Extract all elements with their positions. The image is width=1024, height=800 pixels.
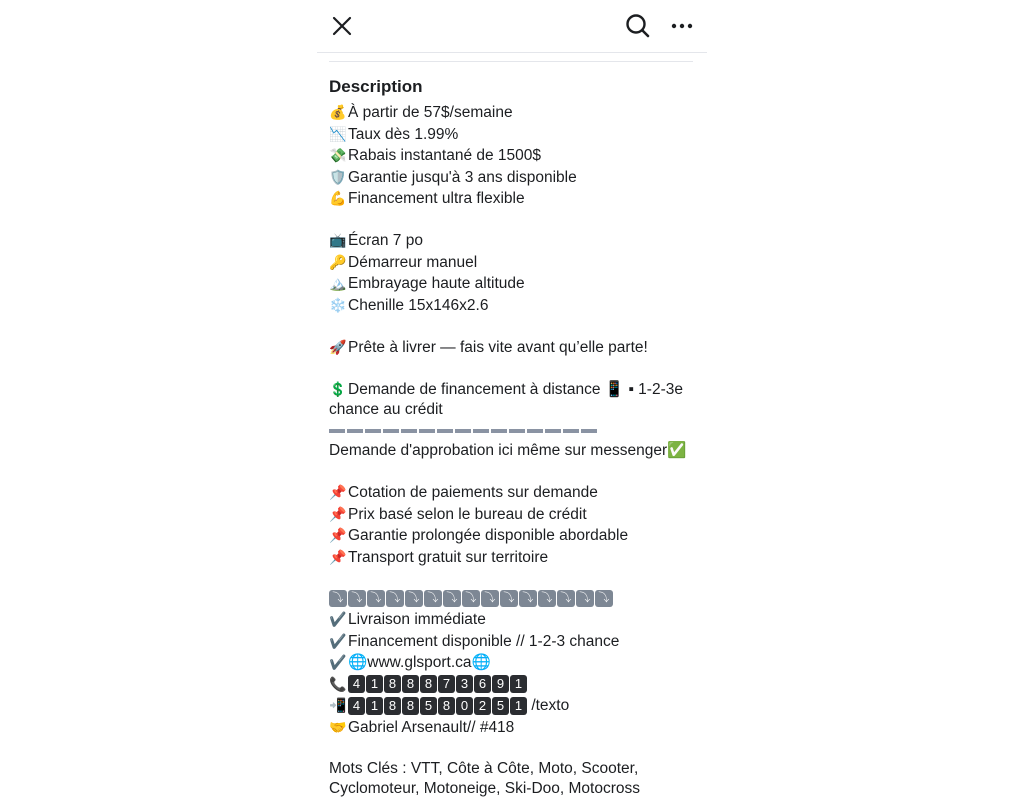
check-line (329, 631, 699, 653)
line-text: Cotation de paiements sur demande (348, 484, 598, 501)
close-icon[interactable] (331, 15, 353, 37)
finance-line (329, 379, 699, 401)
keycap-digit: 5 (420, 697, 437, 715)
keycap-digit: 4 (348, 697, 365, 715)
phone-icon: 📞 (329, 675, 347, 692)
contact-text: Gabriel Arsenault// #418 (348, 718, 515, 736)
arrow-down-icon: ⤵ (424, 590, 442, 607)
arrow-down-icon: ⤵ (519, 590, 537, 607)
arrow-down-icon: ⤵ (462, 590, 480, 607)
emoji-icon: 🔑 (329, 253, 347, 270)
arrow-down-icon: ⤵ (500, 590, 518, 607)
emoji-icon: 📌 (329, 484, 347, 500)
keycap-digit: 8 (402, 697, 419, 715)
emoji-icon: 🛡️ (329, 168, 347, 185)
line-text: Garantie prolongée disponible abordable (348, 527, 629, 544)
bar-segment (329, 429, 345, 433)
approval-line: Demande d'approbation ici même sur messenger✅ (329, 442, 687, 459)
search-icon[interactable] (625, 13, 651, 39)
feature-line (329, 188, 699, 210)
line-text: 🌐www.glsport.ca🌐 (348, 654, 491, 671)
emoji-icon: 📺 (329, 232, 347, 248)
arrow-down-row (329, 589, 699, 610)
emoji-icon: ✔️ (329, 611, 347, 627)
bar-segment (419, 429, 435, 433)
more-icon[interactable] (671, 16, 693, 36)
line-text: Livraison immédiate (348, 611, 486, 628)
line-text: Embrayage haute altitude (348, 275, 525, 292)
pin-line (329, 547, 699, 569)
separator-bar (329, 421, 699, 442)
keycap-digit: 7 (438, 675, 455, 693)
arrow-down-icon: ⤵ (538, 590, 556, 607)
emoji-icon: 📌 (329, 527, 347, 543)
keycap-digit: 0 (456, 697, 473, 715)
emoji-icon: ❄️ (329, 296, 347, 313)
spec-line (329, 295, 699, 317)
emoji-icon: 💪 (329, 190, 347, 206)
arrow-down-icon: ⤵ (576, 590, 594, 607)
line-text: Prix basé selon le bureau de crédit (348, 505, 587, 523)
bar-segment (527, 429, 543, 433)
phone-line (329, 674, 699, 696)
bar-segment (365, 429, 381, 433)
feature-line (329, 102, 699, 124)
arrow-down-icon: ⤵ (481, 590, 499, 607)
keycap-digit: 9 (492, 675, 509, 693)
arrow-down-icon: ⤵ (443, 590, 461, 607)
ready-line (329, 337, 699, 359)
line-text: À partir de 57$/semaine (348, 104, 513, 121)
bar-segment (473, 429, 489, 433)
line-text: Financement ultra flexible (348, 190, 525, 207)
keycap-digit: 1 (366, 675, 383, 693)
description-title: Description (329, 77, 423, 96)
spec-line (329, 273, 699, 295)
keycap-digit: 5 (492, 697, 509, 715)
emoji-icon: ✔️ (329, 632, 347, 649)
bar-segment (563, 429, 579, 433)
ready-text: Prête à livrer — fais vite avant qu’elle parte! (348, 338, 648, 356)
keywords-cut: Cyclomoteur, Motoneige, Ski-Doo, Motocross (329, 780, 640, 797)
keycap-digit: 1 (510, 675, 527, 693)
feature-line (329, 145, 699, 167)
emoji-icon: 📉 (329, 125, 347, 142)
phone-number[interactable] (348, 675, 527, 693)
keywords: Mots Clés : VTT, Côte à Côte, Moto, Scooter, (329, 759, 639, 777)
keycap-digit: 8 (420, 675, 437, 693)
top-bar (317, 0, 707, 53)
spec-line (329, 252, 699, 274)
arrow-down-icon: ⤵ (405, 590, 423, 607)
emoji-icon: 📌 (329, 505, 347, 522)
keycap-digit: 6 (474, 675, 491, 693)
pin-line (329, 482, 699, 504)
check-line (329, 652, 699, 674)
line-text: Financement disponible // 1-2-3 chance (348, 632, 620, 650)
emoji-icon: 💰 (329, 104, 347, 120)
keycap-digit: 8 (438, 697, 455, 715)
sms-number[interactable] (348, 697, 527, 715)
keycap-digit: 8 (384, 675, 401, 693)
spec-line (329, 230, 699, 252)
description-section (329, 76, 699, 800)
emoji-icon: 💸 (329, 147, 347, 163)
pin-line (329, 525, 699, 547)
bar-segment (509, 429, 525, 433)
mobile-icon: 📲 (329, 697, 347, 713)
rocket-icon: 🚀 (329, 338, 347, 355)
keycap-digit: 1 (366, 697, 383, 715)
bar-segment (347, 429, 363, 433)
bar-segment (545, 429, 561, 433)
finance-line-2: chance au crédit (329, 401, 443, 418)
bar-segment (401, 429, 417, 433)
bar-segment (581, 429, 597, 433)
bar-segment (491, 429, 507, 433)
feature-line (329, 124, 699, 146)
keycap-digit: 8 (384, 697, 401, 715)
emoji-icon: 🏔️ (329, 275, 347, 291)
keycap-digit: 2 (474, 697, 491, 715)
contact-line (329, 717, 699, 739)
pin-line (329, 504, 699, 526)
sms-suffix: /texto (531, 697, 570, 714)
finance-text: Demande de financement à distance 📱 ▪ 1-2-3e (348, 380, 683, 398)
bar-segment (455, 429, 471, 433)
arrow-down-icon: ⤵ (386, 590, 404, 607)
arrow-down-icon: ⤵ (348, 590, 366, 607)
handshake-icon: 🤝 (329, 718, 347, 735)
keycap-digit: 8 (402, 675, 419, 693)
line-text: Chenille 15x146x2.6 (348, 296, 489, 314)
dollar-icon: 💲 (329, 380, 347, 397)
sms-line (329, 695, 699, 717)
keycap-digit: 4 (348, 675, 365, 693)
keycap-digit: 3 (456, 675, 473, 693)
arrow-down-icon: ⤵ (557, 590, 575, 607)
check-line (329, 609, 699, 631)
line-text: Écran 7 po (348, 232, 423, 249)
line-text: Garantie jusqu'à 3 ans disponible (348, 168, 577, 186)
line-text: Rabais instantané de 1500$ (348, 147, 542, 164)
line-text: Transport gratuit sur territoire (348, 548, 549, 566)
keycap-digit: 1 (510, 697, 527, 715)
bar-segment (383, 429, 399, 433)
arrow-down-icon: ⤵ (595, 590, 613, 607)
emoji-icon: 📌 (329, 548, 347, 565)
arrow-down-icon: ⤵ (329, 590, 347, 607)
bar-segment (437, 429, 453, 433)
divider (329, 61, 693, 62)
arrow-down-icon: ⤵ (367, 590, 385, 607)
line-text: Démarreur manuel (348, 253, 478, 271)
emoji-icon: ✔️ (329, 654, 347, 670)
line-text: Taux dès 1.99% (348, 125, 459, 143)
feature-line (329, 167, 699, 189)
